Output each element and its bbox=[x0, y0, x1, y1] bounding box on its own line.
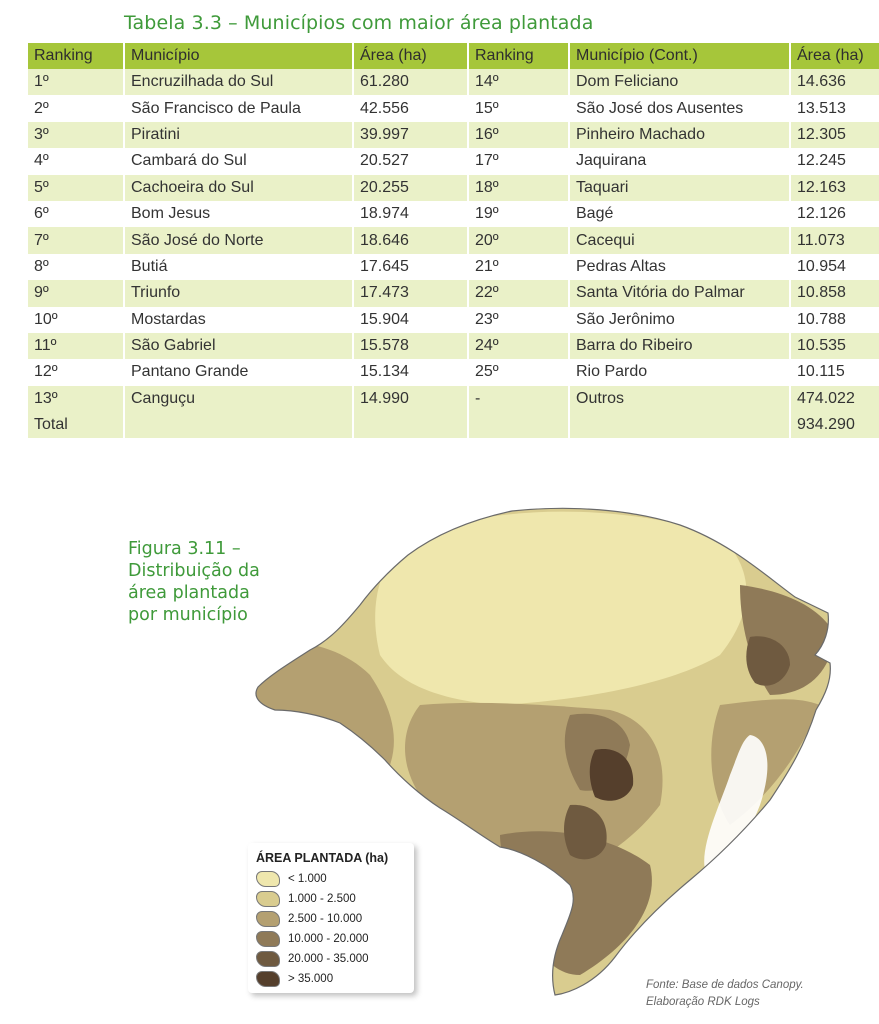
map-legend bbox=[248, 843, 414, 993]
caption-line: Figura 3.11 – bbox=[128, 539, 241, 559]
source-line: Fonte: Base de dados Canopy. bbox=[646, 979, 804, 991]
cell-municipio-cont: Taquari bbox=[569, 175, 790, 201]
total-empty bbox=[468, 412, 569, 438]
legend-label: 10.000 - 20.000 bbox=[288, 933, 369, 945]
total-value: 934.290 bbox=[790, 412, 879, 438]
cell-ranking: 2º bbox=[28, 95, 124, 121]
legend-title: ÁREA PLANTADA (ha) bbox=[256, 851, 389, 865]
table-row bbox=[28, 122, 879, 148]
table-title: Tabela 3.3 – Municípios com maior área plantada bbox=[124, 12, 594, 34]
cell-municipio: São Gabriel bbox=[124, 333, 353, 359]
cell-municipio: Piratini bbox=[124, 122, 353, 148]
cell-ranking: 8º bbox=[28, 254, 124, 280]
cell-municipio-cont: São José dos Ausentes bbox=[569, 95, 790, 121]
table-header-row bbox=[28, 43, 879, 69]
cell-municipio-cont: Pinheiro Machado bbox=[569, 122, 790, 148]
cell-area: 61.280 bbox=[353, 69, 468, 95]
table-row bbox=[28, 386, 879, 412]
cell-municipio-cont: São Jerônimo bbox=[569, 307, 790, 333]
header-ranking: Ranking bbox=[28, 43, 124, 69]
cell-ranking: 6º bbox=[28, 201, 124, 227]
cell-municipio-cont: Bagé bbox=[569, 201, 790, 227]
cell-area-cont: 12.126 bbox=[790, 201, 879, 227]
legend-item bbox=[256, 969, 414, 989]
table-row bbox=[28, 201, 879, 227]
caption-line: por município bbox=[128, 605, 248, 625]
total-label: Total bbox=[28, 412, 124, 438]
cell-ranking: 1º bbox=[28, 69, 124, 95]
cell-municipio-cont: Dom Feliciano bbox=[569, 69, 790, 95]
cell-area: 20.255 bbox=[353, 175, 468, 201]
total-empty bbox=[569, 412, 790, 438]
header-area: Área (ha) bbox=[353, 43, 468, 69]
cell-municipio: São José do Norte bbox=[124, 227, 353, 253]
cell-area: 15.904 bbox=[353, 307, 468, 333]
cell-municipio-cont: Rio Pardo bbox=[569, 359, 790, 385]
cell-municipio: Pantano Grande bbox=[124, 359, 353, 385]
cell-area: 39.997 bbox=[353, 122, 468, 148]
total-empty bbox=[124, 412, 353, 438]
cell-area-cont: 12.305 bbox=[790, 122, 879, 148]
cell-ranking-cont: 23º bbox=[468, 307, 569, 333]
legend-swatch bbox=[256, 891, 280, 907]
cell-area-cont: 14.636 bbox=[790, 69, 879, 95]
cell-municipio-cont: Pedras Altas bbox=[569, 254, 790, 280]
cell-ranking-cont: 15º bbox=[468, 95, 569, 121]
cell-area-cont: 10.115 bbox=[790, 359, 879, 385]
cell-area: 42.556 bbox=[353, 95, 468, 121]
legend-label: 1.000 - 2.500 bbox=[288, 893, 356, 905]
total-row bbox=[28, 412, 879, 438]
caption-line: área plantada bbox=[128, 583, 250, 603]
cell-municipio-cont: Barra do Ribeiro bbox=[569, 333, 790, 359]
cell-area-cont: 12.245 bbox=[790, 148, 879, 174]
cell-area-cont: 10.788 bbox=[790, 307, 879, 333]
header-ranking-cont: Ranking bbox=[468, 43, 569, 69]
cell-municipio: São Francisco de Paula bbox=[124, 95, 353, 121]
cell-municipio-cont: Cacequi bbox=[569, 227, 790, 253]
table-row bbox=[28, 95, 879, 121]
cell-area: 15.134 bbox=[353, 359, 468, 385]
cell-ranking-cont: 18º bbox=[468, 175, 569, 201]
cell-ranking-cont: 16º bbox=[468, 122, 569, 148]
table-row bbox=[28, 280, 879, 306]
cell-municipio: Canguçu bbox=[124, 386, 353, 412]
ranking-table bbox=[28, 43, 879, 438]
cell-area: 18.646 bbox=[353, 227, 468, 253]
cell-area: 17.473 bbox=[353, 280, 468, 306]
table-row bbox=[28, 227, 879, 253]
cell-ranking: 12º bbox=[28, 359, 124, 385]
cell-ranking-cont: 24º bbox=[468, 333, 569, 359]
cell-ranking: 7º bbox=[28, 227, 124, 253]
cell-area: 14.990 bbox=[353, 386, 468, 412]
legend-item bbox=[256, 909, 414, 929]
legend-swatch bbox=[256, 871, 280, 887]
header-municipio: Município bbox=[124, 43, 353, 69]
legend-swatch bbox=[256, 931, 280, 947]
legend-item bbox=[256, 889, 414, 909]
legend-swatch bbox=[256, 951, 280, 967]
cell-municipio-cont: Jaquirana bbox=[569, 148, 790, 174]
cell-municipio: Triunfo bbox=[124, 280, 353, 306]
cell-ranking-cont: 21º bbox=[468, 254, 569, 280]
cell-ranking-cont: - bbox=[468, 386, 569, 412]
source-line: Elaboração RDK Logs bbox=[646, 996, 760, 1008]
cell-ranking-cont: 17º bbox=[468, 148, 569, 174]
legend-item bbox=[256, 869, 414, 889]
legend-label: 2.500 - 10.000 bbox=[288, 913, 363, 925]
cell-ranking: 4º bbox=[28, 148, 124, 174]
caption-line: Distribuição da bbox=[128, 561, 260, 581]
legend-item bbox=[256, 949, 414, 969]
cell-municipio-cont: Outros bbox=[569, 386, 790, 412]
cell-municipio: Cambará do Sul bbox=[124, 148, 353, 174]
table-row bbox=[28, 307, 879, 333]
cell-municipio: Encruzilhada do Sul bbox=[124, 69, 353, 95]
cell-ranking: 13º bbox=[28, 386, 124, 412]
cell-municipio-cont: Santa Vitória do Palmar bbox=[569, 280, 790, 306]
table-row bbox=[28, 148, 879, 174]
cell-ranking-cont: 25º bbox=[468, 359, 569, 385]
legend-item bbox=[256, 929, 414, 949]
total-empty bbox=[353, 412, 468, 438]
cell-area: 18.974 bbox=[353, 201, 468, 227]
cell-municipio: Bom Jesus bbox=[124, 201, 353, 227]
cell-area-cont: 474.022 bbox=[790, 386, 879, 412]
cell-municipio: Butiá bbox=[124, 254, 353, 280]
cell-ranking: 9º bbox=[28, 280, 124, 306]
cell-municipio: Cachoeira do Sul bbox=[124, 175, 353, 201]
table-row bbox=[28, 175, 879, 201]
cell-ranking: 11º bbox=[28, 333, 124, 359]
cell-area: 15.578 bbox=[353, 333, 468, 359]
table-row bbox=[28, 69, 879, 95]
source-note bbox=[646, 977, 804, 1011]
legend-swatch bbox=[256, 911, 280, 927]
cell-area-cont: 13.513 bbox=[790, 95, 879, 121]
table-row bbox=[28, 333, 879, 359]
cell-ranking-cont: 22º bbox=[468, 280, 569, 306]
cell-ranking: 5º bbox=[28, 175, 124, 201]
cell-ranking: 10º bbox=[28, 307, 124, 333]
cell-area-cont: 10.858 bbox=[790, 280, 879, 306]
table-row bbox=[28, 254, 879, 280]
cell-area-cont: 10.535 bbox=[790, 333, 879, 359]
cell-area: 20.527 bbox=[353, 148, 468, 174]
cell-area-cont: 12.163 bbox=[790, 175, 879, 201]
legend-label: < 1.000 bbox=[288, 873, 327, 885]
legend-swatch bbox=[256, 971, 280, 987]
cell-area: 17.645 bbox=[353, 254, 468, 280]
legend-label: > 35.000 bbox=[288, 973, 334, 985]
table-row bbox=[28, 359, 879, 385]
cell-ranking-cont: 19º bbox=[468, 201, 569, 227]
header-area-cont: Área (ha) bbox=[790, 43, 879, 69]
cell-ranking-cont: 14º bbox=[468, 69, 569, 95]
cell-ranking-cont: 20º bbox=[468, 227, 569, 253]
cell-area-cont: 10.954 bbox=[790, 254, 879, 280]
cell-ranking: 3º bbox=[28, 122, 124, 148]
cell-area-cont: 11.073 bbox=[790, 227, 879, 253]
legend-label: 20.000 - 35.000 bbox=[288, 953, 369, 965]
cell-municipio: Mostardas bbox=[124, 307, 353, 333]
header-municipio-cont: Município (Cont.) bbox=[569, 43, 790, 69]
